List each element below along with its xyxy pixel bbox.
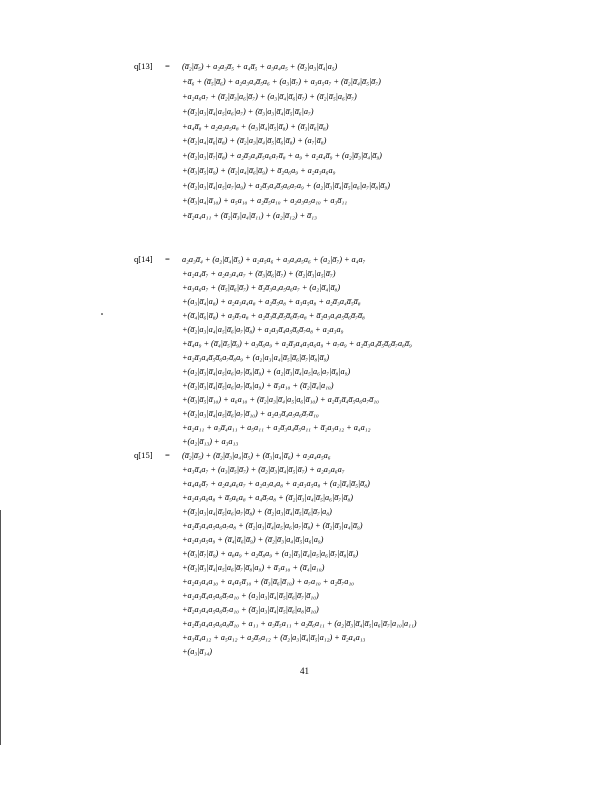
equation-line: +(a₃|a̅₁₄) <box>182 647 212 656</box>
equation-line: +a₂a₃a₆a₈ + a̅₅a₆a₈ + a₄a̅₇a₈ + (a̅₂|a̅₃|a₄|a̅₅|a₆|a̅₇|a̅₈) <box>182 493 354 502</box>
equation-line: +(a̅₂|a₃|a̅₄|a₅|a₆|a₇) + (a̅₃|a₃|a̅₄|a̅₅|a̅₆|a₇) <box>182 107 314 116</box>
equation-line: +(a̅₂|a̅₃|a̅₄|a̅₅|a₆|a₇|a̅₈|a₉) + a̅₃a₁₀ + (a̅₂|a̅₄|a₁₀) <box>182 381 334 390</box>
equation-line: +(a₂|a̅₃|a̅₄|a₅|a₆|a₇|a̅₈|a̅₉) + (a₂|a̅₃|a̅₄|a₅|a₆|a₇|a̅₈|a₉) <box>182 367 351 376</box>
equation-line: +(a̅₃|a₄|a̅₁₀) + a₅a₁₀ + a₂a̅₅a₁₀ + a₂a₃a₅a₁₀ + a₃a̅₁₁ <box>182 196 348 205</box>
equation-line: +a₂a̅₃a₄a̅₅a̅₆a₇a̅₈a₉ + (a₂|a₃|a₄|a̅₅|a̅₆|a̅₇|a̅₈|a̅₉) <box>182 353 330 362</box>
equation-label: q[13] <box>134 61 153 71</box>
equation-line: +(a̅₃|a̅₇|a̅₉) + a₈a₉ + a₂a̅₈a₉ + (a₂|a̅₃|a̅₄|a₅|a₆|a̅₇|a̅₈|a̅₉) <box>182 549 359 558</box>
equation-line: +a₂a₃a̅₄a₅a₆a̅₇a₁₀ + (a₂|a₃|a̅₄|a̅₅|a̅₆|a̅₇|a̅₁₀) <box>182 591 319 600</box>
equation-line: +(a̅₂|a₃|a̅₇|a̅₈) + a₂a̅₃a₄a̅₅a₆a₇a̅₈ + a₉ + a₂a₄a̅₉ + (a₂|a̅₃|a̅₄|a̅₉) <box>182 151 382 160</box>
equation-line: +(a̅₄|a̅₆|a̅₈) + a₃a̅₇a₈ + a₂a̅₃a̅₄a̅₅a̅₆a̅₇a₈ + a̅₂a₃a₄a₅a̅₆a̅₇a̅₈ <box>182 311 365 320</box>
equation-line: +a₃a̅₄a₇ + (a₃|a̅₅|a̅₇) + (a̅₂|a̅₃|a̅₄|a̅₅|a̅₇) + a₂a₃a₆a₇ <box>182 465 345 474</box>
page-number: 41 <box>300 666 309 676</box>
equation-line: +(a̅₃|a̅₅|a̅₉) + (a̅₂|a₄|a̅₆|a̅₉) + a̅₂a₆a₉ + a₂a₃a₆a₉ <box>182 166 336 175</box>
equals-sign: = <box>165 450 170 460</box>
equals-sign: = <box>165 254 170 264</box>
equation-line: +a̅₂a₃a₄a₅a₆a̅₇a₁₀ + (a̅₂|a₃|a̅₄|a̅₅|a̅₆|a₈|a̅₁₀) <box>182 605 319 614</box>
equation-line: +(a₃|a̅₄|a₈) + a₂a₃a₄a₈ + a₂a̅₅a₈ + a₃a₅a₈ + a₂a̅₃a₄a̅₅a̅₈ <box>182 297 361 306</box>
equation-line: +a₄a₆a̅₇ + a₂a₄a₆a₇ + a₂a₃a₄a₈ + a₂a₃a₅a₈ + (a₂|a̅₄|a̅₅|a̅₈) <box>182 479 370 488</box>
equation-line: +(a₂|a̅₁₃) + a₃a₁₃ <box>182 437 239 446</box>
equation-line: +(a̅₃|a̅₅|a̅₁₀) + a₆a₁₀ + (a̅₂|a₃|a̅₄|a₅|a₆|a̅₁₀) + a₂a̅₃a̅₄a̅₅a₆a₇a̅₁₀ <box>182 395 379 404</box>
equation-line: +a₂a₄a̅₇ + a₂a₃a₄a₇ + (a̅₃|a̅₆|a̅₇) + (a̅₂|a̅₃|a₅|a̅₇) <box>182 269 336 278</box>
equation-line: +a₂a₆a₇ + (a̅₂|a̅₃|a₆|a̅₇) + (a₃|a̅₄|a̅₆|a̅₇) + (a̅₂|a̅₅|a₆|a̅₇) <box>182 92 357 101</box>
equation-line: +(a̅₂|a₄|a̅₆|a̅₈) + (a̅₂|a₃|a̅₄|a̅₅|a̅₆|a̅₈) + (a₇|a̅₈) <box>182 136 327 145</box>
stray-mark <box>101 313 103 315</box>
equation-label: q[14] <box>134 254 153 264</box>
equation-line: +a̅₆ + (a̅₅|a̅₆) + a₂a₃a₄a̅₅a₆ + (a₃|a̅₇) + a₃a₅a₇ + (a̅₂|a̅₄|a̅₅|a̅₇) <box>182 77 381 86</box>
equation-line: +a₃a₆a₇ + (a̅₅|a̅₆|a̅₇) + a̅₂a̅₃a₄a₅a₆a₇ + (a₂|a̅₄|a̅₈) <box>182 283 341 292</box>
equation-line: +a₄a̅₈ + a₂a₃a₅a₈ + (a₃|a̅₄|a̅₅|a̅₈) + (a̅₃|a̅₆|a̅₈) <box>182 122 329 131</box>
equation-line: +a₂a₁₁ + a₃a̅₄a₁₁ + a₅a₁₁ + a₂a̅₃a₄a̅₅a₁₁ + a̅₂a₃a₁₂ + a₄a₁₂ <box>182 423 371 432</box>
equation-line: +a₃a̅₄a₁₂ + a₅a₁₂ + a₂a̅₅a₁₂ + (a̅₂|a₃|a̅₄|a̅₅|a₁₂) + a̅₂a₄a₁₃ <box>182 633 366 642</box>
equation-line: (a̅₂|a̅₅) + a₂a₃a̅₅ + a₄a̅₅ + a₃a₄a₅ + (a̅₂|a₃|a̅₄|a₅) <box>182 62 338 71</box>
equation-line: +a₂a₃a₄a₁₀ + a₄a₅a̅₁₀ + (a̅₃|a̅₆|a̅₁₀) + a₇a₁₀ + a₂a̅₇a₁₀ <box>182 577 354 586</box>
equation-line: (a̅₂|a̅₅) + (a̅₂|a̅₃|a₄|a̅₅) + (a̅₃|a₄|a̅₆) + a₂a₄a₅a₆ <box>182 451 331 460</box>
equation-line: +(a̅₂|a₃|a̅₄|a₅|a₇|a₉) + a₂a̅₃a₄a̅₅a₆a₇a₉ + (a₂|a̅₃|a̅₄|a̅₅|a₆|a₇|a̅₈|a̅₉) <box>182 181 390 190</box>
equation-line: +(a̅₂|a₃|a̅₄|a₅|a̅₆|a₇|a̅₁₀) + a₂a₃a̅₄a₅a₆a̅₇a̅₁₀ <box>182 409 319 418</box>
equation-line: +a₂a₃a₅a₉ + (a̅₄|a̅₆|a̅₉) + (a̅₂|a̅₃|a₄|a̅₅|a₆|a₉) <box>182 535 324 544</box>
equation-line: +(a̅₂|a̅₃|a̅₄|a₅|a₆|a̅₇|a̅₈|a₉) + a̅₃a₁₀ + (a̅₄|a₁₀) <box>182 563 325 572</box>
equals-sign: = <box>165 61 170 71</box>
equation-label: q[15] <box>134 450 153 460</box>
equation-line: +(a̅₂|a₃|a₄|a̅₅|a₆|a₇|a̅₈) + (a̅₂|a₃|a̅₄|a̅₅|a̅₆|a̅₇|a₈) <box>182 507 332 516</box>
left-margin-rule <box>0 510 1 745</box>
equation-line: +a₂a̅₃a₄a₅a₆a₈a̅₁₀ + a₁₁ + a₃a̅₅a₁₁ + a₂a̅₆a₁₁ + (a₂|a̅₃|a̅₄|a̅₅|a₆|a̅₇|a₁₀|a₁₁) <box>182 619 417 628</box>
equation-line: +a̅₄a₉ + (a̅₄|a̅₅|a̅₉) + a₃a̅₆a₉ + a₂a̅₃a₄a₅a₆a₉ + a₇a₉ + a₂a̅₃a₄a̅₅a̅₆a̅₇a₈a̅₉ <box>182 339 412 348</box>
equation-line: +a̅₂a₄a₁₁ + (a̅₂|a̅₃|a₄|a̅₁₁) + (a₂|a̅₁₂) + a̅₁₃ <box>182 211 317 220</box>
equation-line: a₂a₃a̅₄ + (a₂|a̅₄|a̅₅) + a₂a₅a₆ + a₃a₄a₅a₆ + (a₂|a̅₇) + a₄a₇ <box>182 255 366 264</box>
equation-line: +(a̅₂|a₃|a₄|a₅|a̅₆|a₇|a̅₈) + a₂a₃a̅₄a₅a̅₆a̅₇a₈ + a₂a₃a₉ <box>182 325 344 334</box>
equation-line: +a₂a̅₃a₄a₅a₆a₇a₈ + (a̅₂|a₃|a̅₄|a₅|a₆|a₇|a̅₈) + (a̅₂|a̅₃|a₄|a̅₉) <box>182 521 363 530</box>
